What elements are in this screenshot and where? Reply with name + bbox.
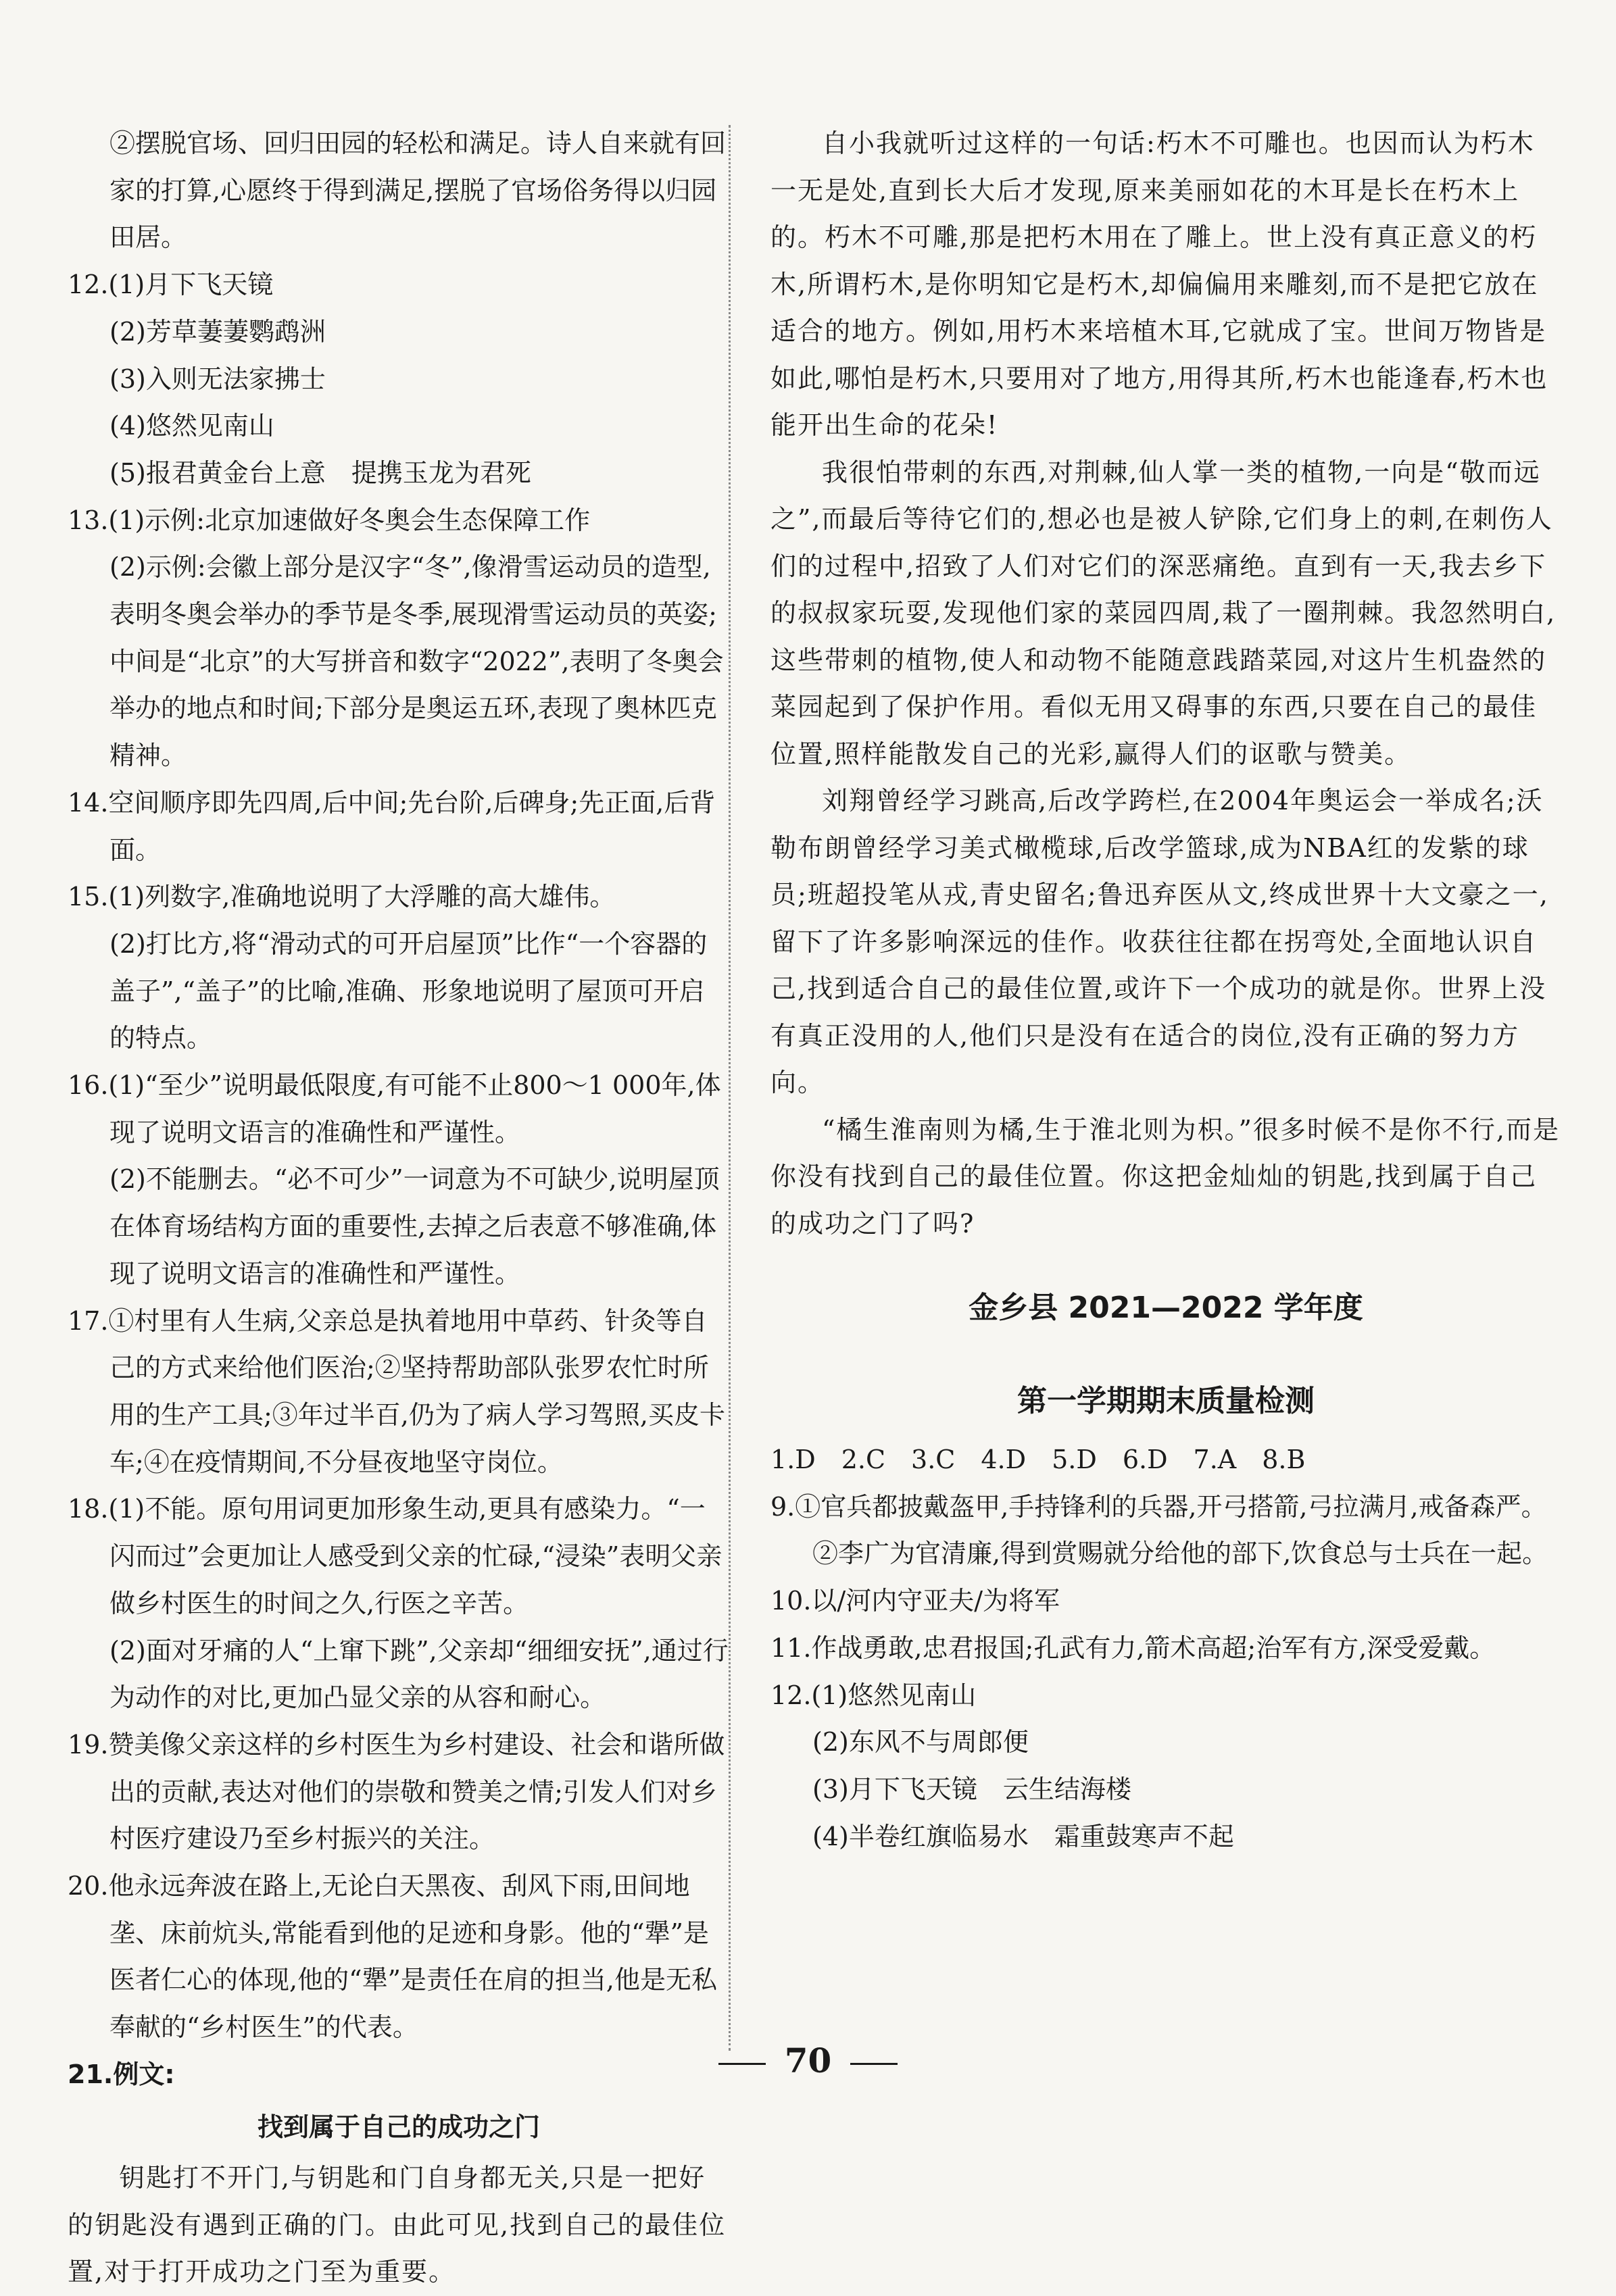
- essay-title: 找到属于自己的成功之门: [257, 2112, 540, 2142]
- answer-line: (2)打比方,将“滑动式的可开启屋顶”比作“一个容器的盖子”,“盖子”的比喻,准确、形象地说明了屋顶可开启的特点。: [109, 928, 708, 1053]
- right-answer-list: [770, 1437, 1561, 1860]
- essay-continuation: [770, 120, 1561, 1247]
- page-number: 70: [784, 2041, 832, 2080]
- answer-line: (5)报君黄金台上意 提携玉龙为君死: [109, 457, 531, 488]
- answer-line: (2)面对牙痛的人“上窜下跳”,父亲却“细细安抚”,通过行为动作的对比,更加凸显父亲的从容和耐心。: [109, 1635, 729, 1713]
- answer-line: ②李广为官清廉,得到赏赐就分给他的部下,饮食总与士兵在一起。: [812, 1539, 1548, 1569]
- answer-line: 10.以/河内守亚夫/为将军: [770, 1586, 1060, 1616]
- answer-line: ②摆脱官场、回归田园的轻松和满足。诗人自来就有回家的打算,心愿终于得到满足,摆脱了官场俗务得以归园田居。: [109, 128, 727, 253]
- answer-line: (3)月下飞天镜 云生结海楼: [812, 1774, 1131, 1804]
- right-column: [770, 120, 1561, 1860]
- essay-paragraph: 我很怕带刺的东西,对荆棘,仙人掌一类的植物,一向是“敬而远之”,而最后等待它们的,想必也是被人铲除,它们身上的刺,在刺伤人们的过程中,招致了人们对它们的深恶痛绝。直到有一天,我去乡下的叔叔家玩耍,发现他们家的菜园四周,栽了一圈荆棘。我忽然明白,这些带刺的植物,使人和动物不能随意践踏菜园,对这片生机盎然的菜园起到了保护作用。看似无用又碍事的东西,只要在自己的最佳位置,照样能散发自己的光彩,赢得人们的讴歌与赞美。: [770, 457, 1557, 769]
- q21-label: 21.例文:: [68, 2059, 175, 2089]
- section-title: 金乡县 2021—2022 学年度: [969, 1291, 1363, 1325]
- answer-line: 18.(1)不能。原句用词更加形象生动,更具有感染力。“一闪而过”会更加让人感受到父亲的忙碌,“浸染”表明父亲做乡村医生的时间之久,行医之辛苦。: [68, 1494, 723, 1618]
- answer-line: 9.①官兵都披戴盔甲,手持锋利的兵器,开弓搭箭,弓拉满月,戒备森严。: [770, 1491, 1547, 1522]
- answer-line: (2)示例:会徽上部分是汉字“冬”,像滑雪运动员的造型,表明冬奥会举办的季节是冬季,展现滑雪运动员的英姿;中间是“北京”的大写拼音和数字“2022”,表明了冬奥会举办的地点和时间;下部分是奥运五环,表现了奥林匹克精神。: [109, 552, 724, 771]
- answer-line: (3)入则无法家拂士: [109, 364, 326, 394]
- essay-paragraph: 刘翔曾经学习跳高,后改学跨栏,在2004年奥运会一举成名;沃勒布朗曾经学习美式橄榄球,后改学篮球,成为NBA红的发紫的球员;班超投笔从戎,青史留名;鲁迅弃医从文,终成世界十大文豪之一,留下了许多影响深远的佳作。收获往往都在拐弯处,全面地认识自己,找到适合自己的最佳位置,或许下一个成功的就是你。世界上没有真正没用的人,他们只是没有在适合的岗位,没有正确的努力方向。: [770, 786, 1549, 1097]
- footer-dash-right: [850, 2063, 898, 2065]
- answer-line: (2)不能删去。“必不可少”一词意为不可缺少,说明屋顶在体育场结构方面的重要性,去掉之后表意不够准确,体现了说明文语言的准确性和严谨性。: [109, 1164, 720, 1289]
- footer-dash-left: [718, 2063, 766, 2065]
- answer-line: 12.(1)月下飞天镜: [68, 270, 274, 300]
- essay-paragraph: 钥匙打不开门,与钥匙和门自身都无关,只是一把好的钥匙没有遇到正确的门。由此可见,找到自己的最佳位置,对于打开成功之门至为重要。: [68, 2163, 727, 2287]
- left-column: [68, 120, 730, 2296]
- answer-line: (2)东风不与周郎便: [812, 1727, 1029, 1757]
- answer-line: (4)半卷红旗临易水 霜重鼓寒声不起: [812, 1821, 1234, 1851]
- answer-line: (4)悠然见南山: [109, 411, 274, 441]
- essay-paragraph: 自小我就听过这样的一句话:朽木不可雕也。也因而认为朽木一无是处,直到长大后才发现,原来美丽如花的木耳是长在朽木上的。朽木不可雕,那是把朽木用在了雕上。世上没有真正意义的朽木,所谓朽木,是你明知它是朽木,却偏偏用来雕刻,而不是把它放在适合的地方。例如,用朽木来培植木耳,它就成了宝。世间万物皆是如此,哪怕是朽木,只要用对了地方,用得其所,朽木也能逢春,朽木也能开出生命的花朵!: [770, 128, 1548, 440]
- left-answer-list: [68, 120, 730, 2051]
- answer-line: 17.①村里有人生病,父亲总是执着地用中草药、针灸等自己的方式来给他们医治;②坚持帮助部队张罗农忙时所用的生产工具;③年过半百,仍为了病人学习驾照,买皮卡车;④在疫情期间,不分昼夜地坚守岗位。: [68, 1305, 725, 1477]
- section-subtitle: 第一学期期末质量检测: [1017, 1384, 1315, 1418]
- answer-line: 16.(1)“至少”说明最低限度,有可能不止800～1 000年,体现了说明文语言的准确性和严谨性。: [68, 1070, 721, 1147]
- answer-line: 11.作战勇敢,忠君报国;孔武有力,箭术高超;治军有方,深受爱戴。: [770, 1632, 1496, 1663]
- answer-line: 15.(1)列数字,准确地说明了大浮雕的高大雄伟。: [68, 882, 616, 912]
- answer-line: 12.(1)悠然见南山: [770, 1680, 977, 1710]
- answer-line: (2)芳草萋萋鹦鹉洲: [109, 316, 326, 347]
- page-footer: [0, 2041, 1616, 2080]
- answer-line: 1.D 2.C 3.C 4.D 5.D 6.D 7.A 8.B: [770, 1445, 1306, 1474]
- answer-line: 14.空间顺序即先四周,后中间;先台阶,后碑身;先正面,后背面。: [68, 787, 716, 865]
- answer-line: 20.他永远奔波在路上,无论白天黑夜、刮风下雨,田间地垄、床前炕头,常能看到他的足迹和身影。他的“犟”是医者仁心的体现,他的“犟”是责任在肩的担当,他是无私奉献的“乡村医生”的代表。: [68, 1871, 718, 2043]
- answer-line: 19.赞美像父亲这样的乡村医生为乡村建设、社会和谐所做出的贡献,表达对他们的崇敬和赞美之情;引发人们对乡村医疗建设乃至乡村振兴的关注。: [68, 1729, 725, 1854]
- essay-paragraph: “橘生淮南则为橘,生于淮北则为枳。”很多时候不是你不行,而是你没有找到自己的最佳位置。你这把金灿灿的钥匙,找到属于自己的成功之门了吗?: [770, 1114, 1561, 1239]
- answer-line: 13.(1)示例:北京加速做好冬奥会生态保障工作: [68, 505, 591, 535]
